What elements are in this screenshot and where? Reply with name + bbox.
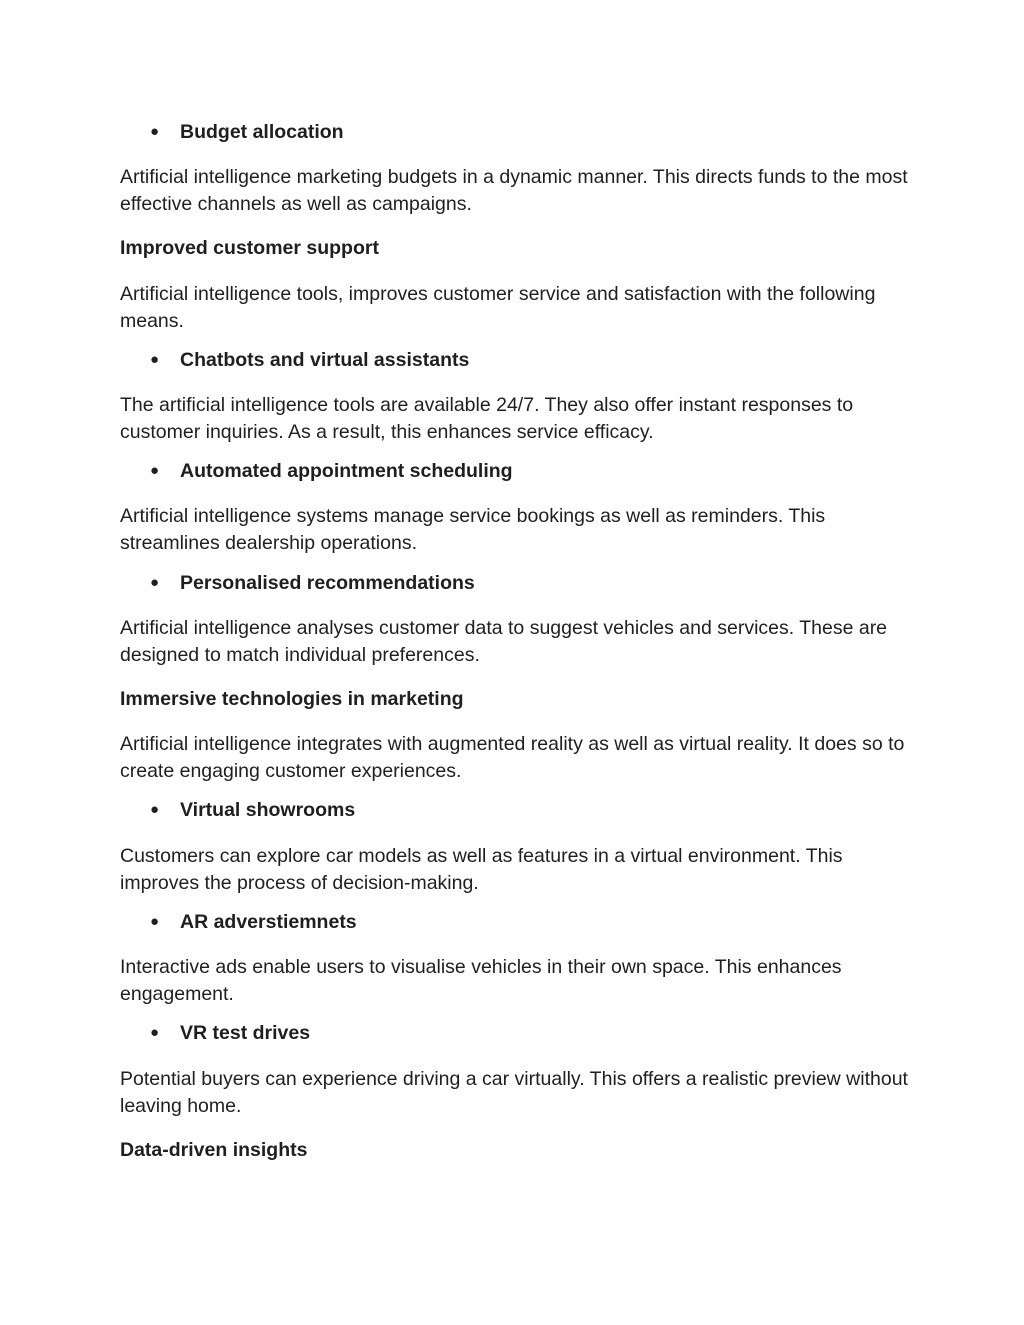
paragraph-personalised-recommendations: Artificial intelligence analyses customer data to suggest vehicles and services. These are designed to match individual preferences. <box>120 617 888 666</box>
bullet-item-budget-allocation <box>150 119 910 146</box>
bullet-label: VR test drives <box>180 1022 311 1044</box>
bullet-icon: ● <box>150 1024 160 1041</box>
heading-improved-customer-support: Improved customer support <box>120 237 379 259</box>
paragraph-appointment-scheduling: Artificial intelligence systems manage service bookings as well as reminders. This streamlines dealership operations. <box>120 505 826 554</box>
paragraph-immersive-technologies-intro: Artificial intelligence integrates with augmented reality as well as virtual reality. It does so to create engaging customer experiences. <box>120 733 905 782</box>
bullet-label: Budget allocation <box>180 121 344 143</box>
bullet-label: Personalised recommendations <box>180 572 475 594</box>
paragraph-chatbots: The artificial intelligence tools are available 24/7. They also offer instant responses to customer inquiries. As a result, this enhances service efficacy. <box>120 394 854 443</box>
bullet-icon: ● <box>150 913 160 930</box>
bullet-icon: ● <box>150 462 160 479</box>
bullet-item-appointment-scheduling <box>150 458 910 485</box>
bullet-icon: ● <box>150 123 160 140</box>
bullet-icon: ● <box>150 801 160 818</box>
paragraph-ar-advertisements: Interactive ads enable users to visualise vehicles in their own space. This enhances engagement. <box>120 956 842 1005</box>
heading-data-driven-insights: Data-driven insights <box>120 1139 308 1161</box>
paragraph-vr-test-drives: Potential buyers can experience driving a car virtually. This offers a realistic preview without leaving home. <box>120 1068 908 1117</box>
paragraph-customer-support-intro: Artificial intelligence tools, improves customer service and satisfaction with the following means. <box>120 283 876 332</box>
bullet-item-vr-test-drives <box>150 1020 910 1047</box>
bullet-icon: ● <box>150 351 160 368</box>
paragraph-budget-allocation: Artificial intelligence marketing budgets in a dynamic manner. This directs funds to the most effective channels as well as campaigns. <box>120 166 908 215</box>
bullet-item-virtual-showrooms <box>150 797 910 824</box>
bullet-label: Automated appointment scheduling <box>180 460 513 482</box>
heading-immersive-technologies: Immersive technologies in marketing <box>120 688 464 710</box>
bullet-icon: ● <box>150 574 160 591</box>
bullet-item-ar-advertisements <box>150 909 910 936</box>
paragraph-virtual-showrooms: Customers can explore car models as well as features in a virtual environment. This improves the process of decision-making. <box>120 845 843 894</box>
bullet-label: Virtual showrooms <box>180 799 356 821</box>
bullet-label: AR adverstiemnets <box>180 911 357 933</box>
bullet-item-personalised-recommendations <box>150 570 910 597</box>
bullet-item-chatbots <box>150 347 910 374</box>
bullet-label: Chatbots and virtual assistants <box>180 349 470 371</box>
